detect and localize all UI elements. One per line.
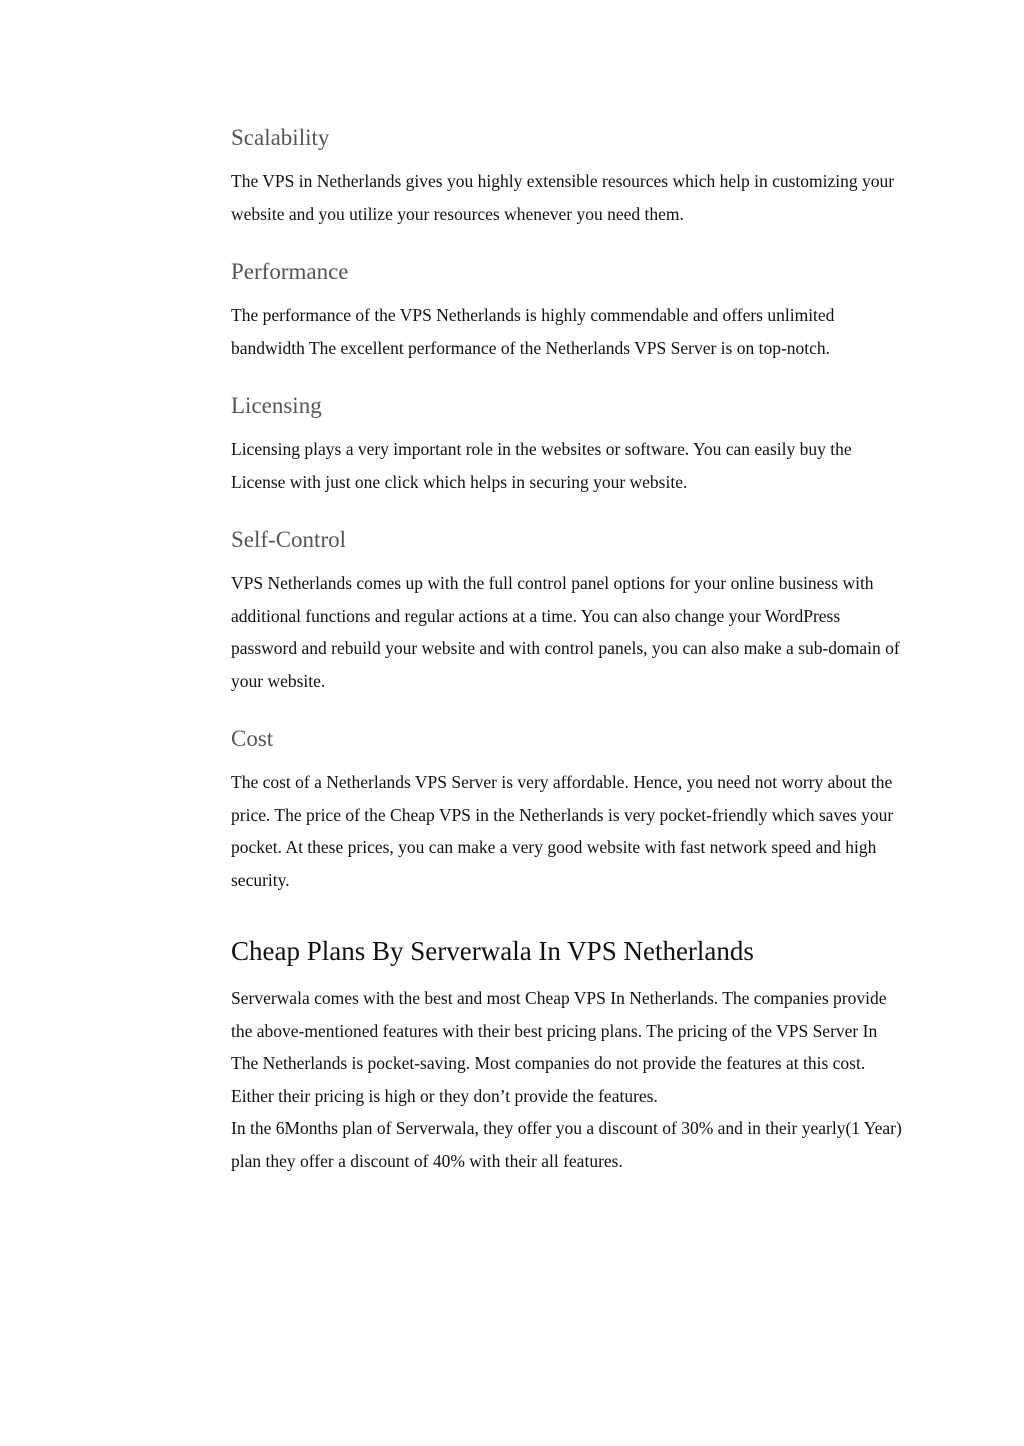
plans-paragraph: In the 6Months plan of Serverwala, they offer you a discount of 30% and in their yearly(1 Year) plan they offer a discount of 40% with their all features. [231,1118,902,1171]
section-heading: Performance [231,259,349,284]
plans-paragraph: Serverwala comes with the best and most Cheap VPS In Netherlands. The companies provide the above-mentioned features with their best pricing plans. The pricing of the VPS Server In The Netherlands is pocket-saving. Most companies do not provide the features at this cost. Either their pricing is high or they don’t provide the features. [231,988,887,1106]
section-heading: Self-Control [231,527,346,552]
section-body: VPS Netherlands comes up with the full control panel options for your online business with additional functions and regular actions at a time. You can also change your WordPress password and rebuild your website and with control panels, you can also make a sub-domain of your website. [231,573,900,691]
section-body: The performance of the VPS Netherlands is highly commendable and offers unlimited bandwidth The excellent performance of the Netherlands VPS Server is on top-notch. [231,305,835,358]
section-heading: Licensing [231,393,322,418]
document-page [231,122,903,1177]
section-heading: Scalability [231,125,330,150]
section-performance [231,256,903,364]
plans-heading: Cheap Plans By Serverwala In VPS Netherlands [231,936,754,966]
section-heading: Cost [231,726,274,751]
section-body: The VPS in Netherlands gives you highly extensible resources which help in customizing your website and you utilize your resources whenever you need them. [231,171,895,224]
section-cost [231,723,903,896]
section-licensing [231,390,903,498]
section-scalability [231,122,903,230]
section-body: Licensing plays a very important role in the websites or software. You can easily buy the License with just one click which helps in securing your website. [231,439,852,492]
section-self-control [231,524,903,697]
plans-body [231,982,903,1177]
section-body: The cost of a Netherlands VPS Server is very affordable. Hence, you need not worry about the price. The price of the Cheap VPS in the Netherlands is very pocket-friendly which saves your pocket. At these prices, you can make a very good website with fast network speed and high security. [231,772,894,890]
